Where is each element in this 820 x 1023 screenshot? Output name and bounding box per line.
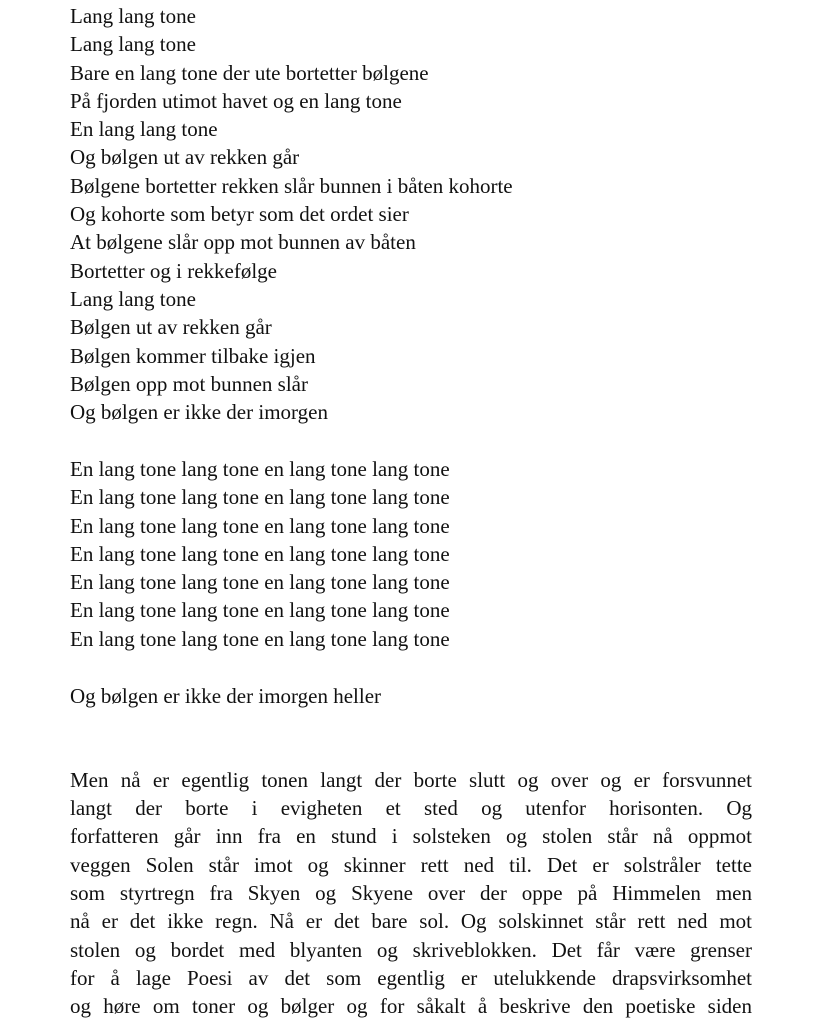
poem-stanza-1 [70,2,752,426]
poem-line: En lang tone lang tone en lang tone lang tone [70,598,450,623]
poem-line: Og kohorte som betyr som det ordet sier [70,202,409,227]
poem-line: Lang lang tone [70,286,196,311]
poem-line: En lang tone lang tone en lang tone lang tone [70,570,450,595]
prose-line: stolen og bordet med blyanten og skriveblokken. Det får være grenser [70,937,752,962]
poem-line: Og bølgen ut av rekken går [70,145,300,170]
prose-line: nå er det ikke regn. Nå er det bare sol. Og solskinnet står rett ned mot [70,909,752,934]
poem-line: Og bølgen er ikke der imorgen [70,400,328,425]
prose-line: for å lage Poesi av det som egentlig er utelukkende drapsvirksomhet [70,965,752,990]
poem-stanza-2 [70,455,752,653]
poem-line: Og bølgen er ikke der imorgen heller [70,683,382,708]
prose-paragraph [70,766,752,1021]
prose-line: veggen Solen står imot og skinner rett ned til. Det er solstråler tette [70,852,752,877]
poem-line: Lang lang tone [70,32,196,57]
poem-line: Lang lang tone [70,4,196,28]
poem-line: En lang tone lang tone en lang tone lang tone [70,485,450,510]
poem-line: At bølgene slår opp mot bunnen av båten [70,230,416,255]
prose-line: forfatteren går inn fra en stund i solsteken og stolen står nå oppmot [70,824,752,849]
poem-line: En lang tone lang tone en lang tone lang tone [70,456,450,481]
poem-line: Bare en lang tone der ute bortetter bølgene [70,60,429,85]
poem-line: En lang tone lang tone en lang tone lang tone [70,626,450,651]
document-page [70,2,752,1021]
prose-line: som styrtregn fra Skyen og Skyene over der oppe på Himmelen men [70,881,752,906]
poem-line: En lang tone lang tone en lang tone lang tone [70,513,450,538]
poem-line: Bølgen kommer tilbake igjen [70,343,316,368]
prose-line: langt der borte i evigheten et sted og utenfor horisonten. Og [70,796,752,821]
poem-stanza-3 [70,682,752,710]
poem-line: Bølgene bortetter rekken slår bunnen i båten kohorte [70,173,513,198]
poem-line: Bølgen ut av rekken går [70,315,272,340]
prose-line: Men nå er egentlig tonen langt der borte slutt og over og er forsvunnet [70,767,752,792]
poem-line: En lang tone lang tone en lang tone lang tone [70,541,450,566]
poem-line: Bortetter og i rekkefølge [70,258,278,283]
prose-line: og høre om toner og bølger og for såkalt å beskrive den poetiske siden [70,994,752,1019]
poem-line: På fjorden utimot havet og en lang tone [70,88,402,113]
poem-line: Bølgen opp mot bunnen slår [70,371,308,396]
poem-line: En lang lang tone [70,117,218,142]
